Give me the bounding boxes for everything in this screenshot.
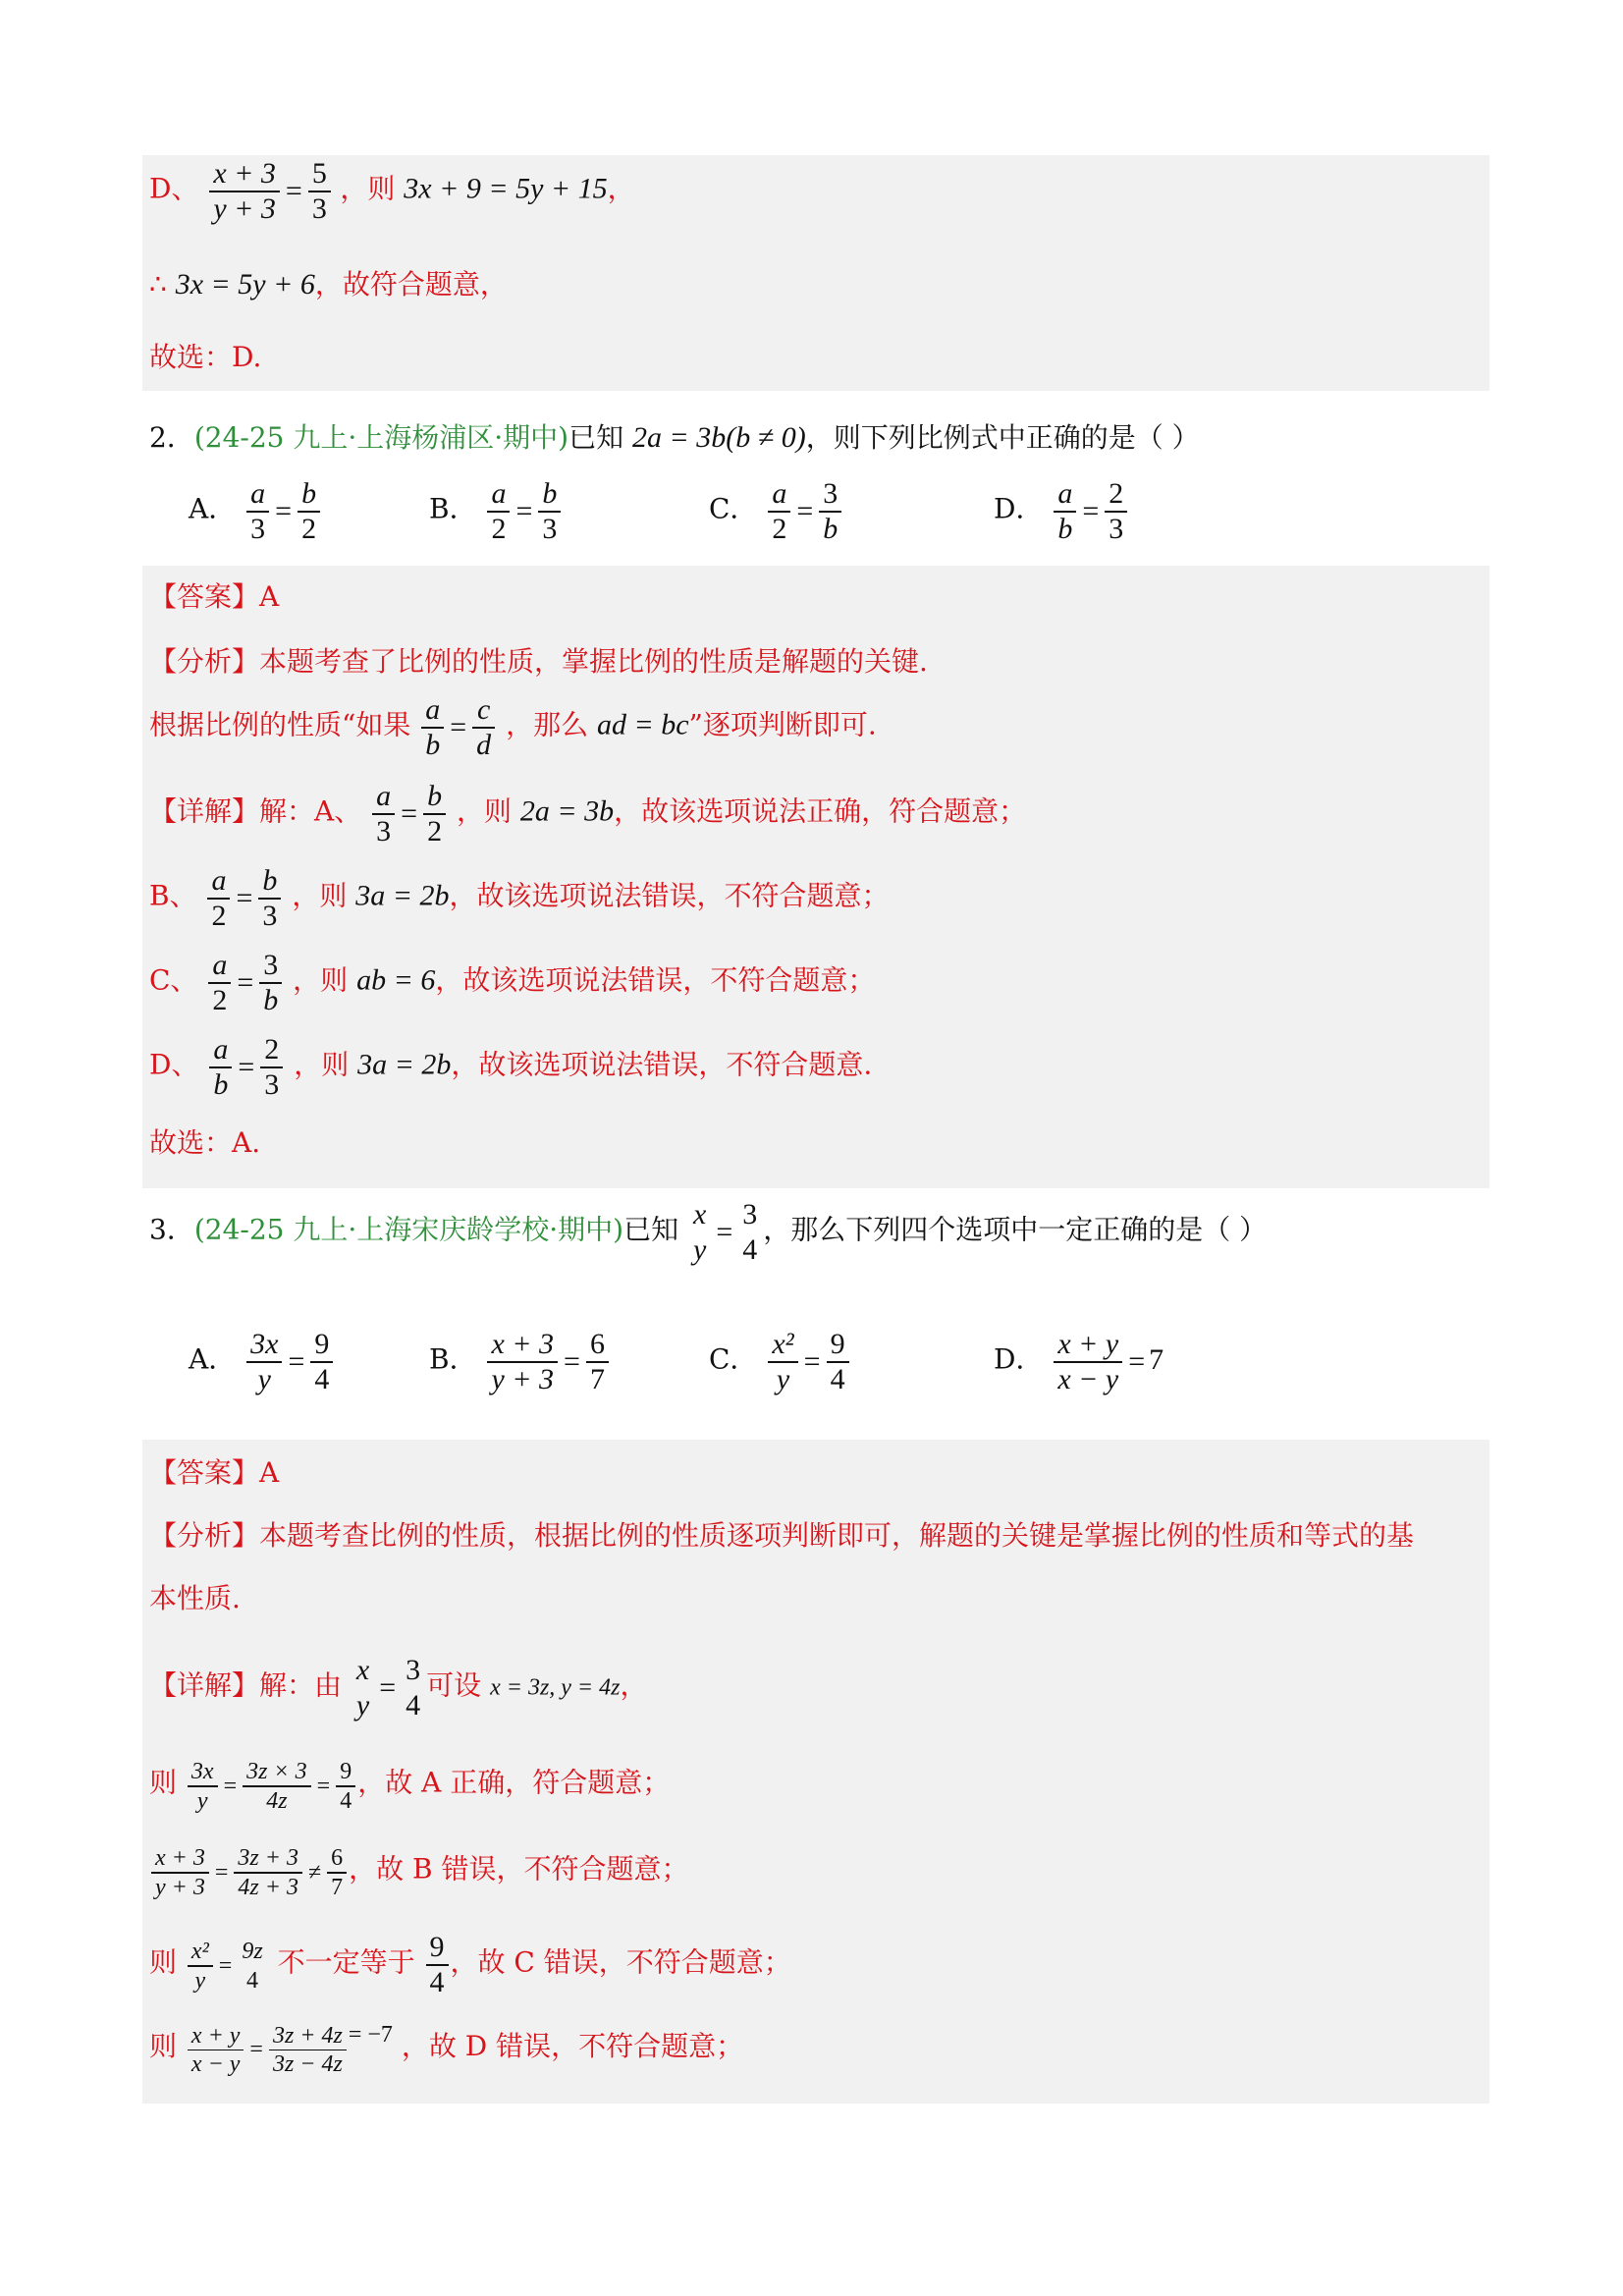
q2-detail-b: B、 $\frac{a}{2}$ = $\frac{b}{3}$ ，则 3a = 2b，故该选项说法错误，不符合题意；: [149, 864, 890, 932]
q3-option-c[interactable]: C． $\frac{\text{x²}}{y}$ = $\frac{9}{4}$: [709, 1328, 851, 1396]
q3-options: [189, 1328, 1465, 1406]
q2-basis: 根据比例的性质“如果 $\frac{a}{b}$ = $\frac{c}{d}$ ，那么 ad = bc”逐项判断即可.: [149, 693, 877, 761]
q2-option-c[interactable]: C． $\frac{a}{2}$ = $\frac{3}{b}$: [709, 477, 843, 546]
q2-detail-d: D、 $\frac{a}{b}$ = $\frac{2}{3}$ ，则 3a = 2b，故该选项说法错误，不符合题意.: [149, 1033, 873, 1101]
question-number: 2．: [149, 421, 194, 454]
option-label: D、: [149, 172, 199, 205]
q2-analysis: 【分析】本题考查了比例的性质，掌握比例的性质是解题的关键.: [149, 645, 928, 678]
q3-step-c: 则 $\frac{\text{x²}}{y}$ = 9z 4 不一定等于 $\frac{9}{4}$ ，故 C 错误，不符合题意；: [149, 1931, 791, 1998]
question-source: (24-25 九上·上海宋庆龄学校·期中): [193, 1213, 624, 1246]
q3-option-d[interactable]: D． $\frac{x + y}{x - y}$ = 7: [994, 1328, 1164, 1395]
equation: 3x + 9 = 5y + 15: [404, 172, 608, 205]
q3-stem: 3．(24-25 九上·上海宋庆龄学校·期中)已知 x y = 3 4 ，那么下列四个选项中一定正确的是（ ）: [149, 1198, 1268, 1266]
q2-conclusion: 故选：A.: [149, 1126, 261, 1159]
q3-step-b: $\frac{x + 3}{y + 3}$ = $\frac{3z + 3}{4z + 3}$ ≠ $\frac{6}{7}$ ，故 B 错误，不符合题意；: [149, 1844, 689, 1901]
equation: ad = bc: [596, 708, 689, 741]
equation: 2a = 3b(b ≠ 0): [632, 421, 806, 454]
question-number: 3．: [149, 1213, 194, 1246]
prev-option-d-line: D、 $\frac{x + 3}{y + 3}$ = $\frac{5}{3}$ ，则 3x + 9 = 5y + 15，: [149, 157, 635, 225]
q2-option-d[interactable]: D． $\frac{a}{b}$ = $\frac{2}{3}$: [994, 477, 1129, 546]
q2-option-a[interactable]: A． $\frac{a}{3}$ = $\frac{b}{2}$: [189, 477, 322, 546]
fraction: $\frac{x + 3}{y + 3}$: [209, 157, 280, 226]
q3-option-b[interactable]: B． $\frac{x + 3}{y + 3}$ = $\frac{6}{7}$: [429, 1328, 611, 1396]
q3-option-a[interactable]: A． $\frac{3x}{y}$ = $\frac{9}{4}$: [189, 1328, 335, 1396]
q2-stem: 2．(24-25 九上·上海杨浦区·期中)已知 2a = 3b(b ≠ 0)，则下列比例式中正确的是（ ）: [149, 421, 1200, 454]
q3-detail-setup: 【详解】解：由 x y = 3 4 可设 x = 3z, y = 4z，: [149, 1654, 648, 1722]
question-source: (24-25 九上·上海杨浦区·期中): [193, 421, 569, 454]
fraction: $\frac{5}{3}$: [308, 157, 331, 226]
prev-therefore-line: ∴ 3x = 5y + 6，故符合题意，: [149, 268, 508, 301]
q2-options: [189, 477, 1465, 556]
q3-analysis-line2: 本性质.: [149, 1582, 241, 1614]
q3-step-d: 则 $\frac{x + y}{x - y}$ = $\frac{3z + 4z}{3z - 4z}$ = −7 ，故 D 错误，不符合题意；: [149, 2022, 744, 2078]
q2-option-b[interactable]: B． $\frac{a}{2}$ = $\frac{b}{3}$: [429, 477, 563, 546]
prev-conclusion: 故选：D.: [149, 341, 262, 373]
q2-detail-a: 【详解】解：A、 $\frac{a}{3}$ = $\frac{b}{2}$ ，则 2a = 3b，故该选项说法正确，符合题意；: [149, 780, 1027, 847]
q2-answer: 【答案】A: [149, 580, 280, 613]
q3-answer: 【答案】A: [149, 1456, 280, 1489]
equation: 3x = 5y + 6: [175, 268, 315, 301]
q3-analysis-line1: 【分析】本题考查比例的性质，根据比例的性质逐项判断即可，解题的关键是掌握比例的性质和等式的基: [149, 1519, 1415, 1552]
q2-detail-c: C、 $\frac{a}{2}$ = $\frac{3}{b}$ ，则 ab = 6，故该选项说法错误，不符合题意；: [149, 949, 876, 1016]
q3-step-a: 则 $\frac{3x}{y}$ = $\frac{3z \times 3}{4z}$ = $\frac{9}{4}$ ，故 A 正确，符合题意；: [149, 1759, 671, 1814]
